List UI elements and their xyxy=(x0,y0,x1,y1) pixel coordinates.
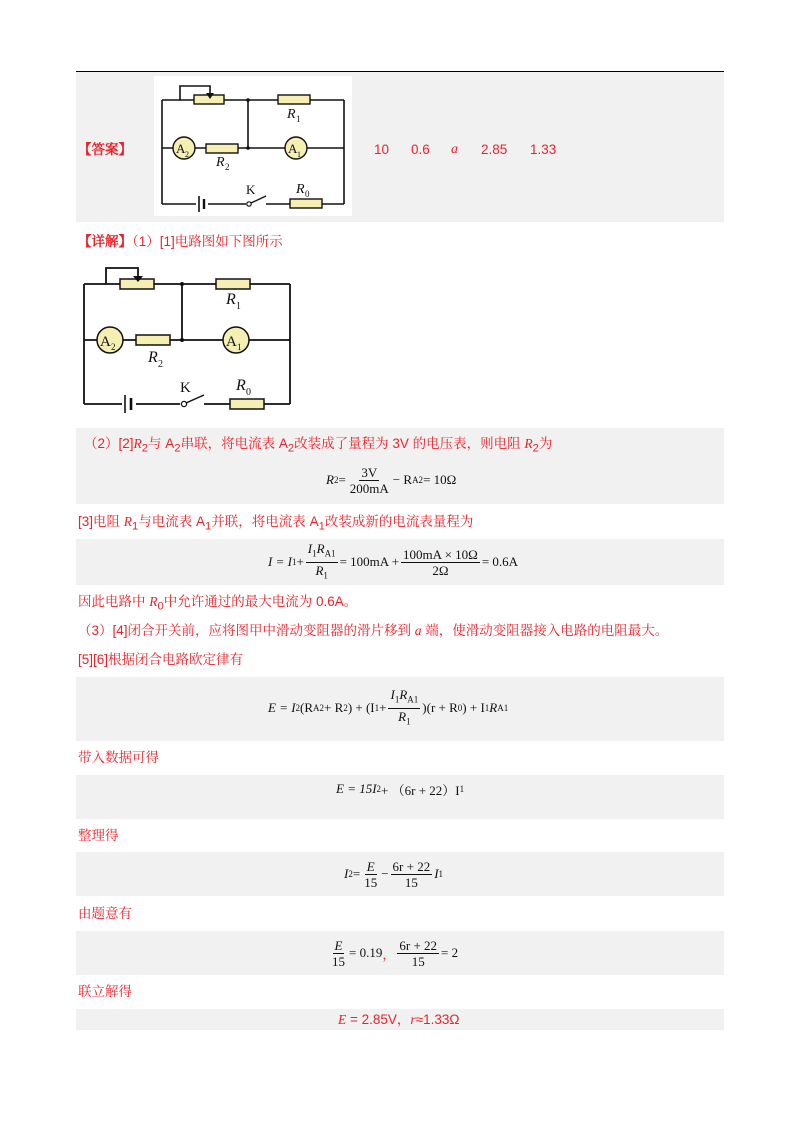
svg-text:1: 1 xyxy=(296,114,301,124)
equation-ohm: E = I 2 (R A2 + R 2 ) + (I 1 + $\frac{I_1R_{A1}}{R_1}$ )(r + R 0 ) + I 1 R A1 xyxy=(268,686,509,727)
equation-r2: R 2 = $\frac{3V}{200mA}$ − R A2 = 10Ω xyxy=(326,464,457,496)
ammeter-a1-label: A xyxy=(226,334,237,350)
detail-line-6: [5][6]根据闭合电路欧定律有 xyxy=(78,652,244,667)
ammeter-a1-label: A xyxy=(288,141,298,156)
detail-line-8: 整理得 xyxy=(78,828,119,843)
r1-label: R xyxy=(226,291,236,308)
equation-conditions: $\frac{E}{15}$ = 0.19 ， $\frac{6r + 22}{15}$ = 2 xyxy=(332,937,459,969)
equation-substituted: E = 15I 2 + （6r + 22）I 1 xyxy=(336,781,465,798)
r2-label: R xyxy=(148,349,158,366)
detail-line-4: 因此电路中 $R_0$中允许通过的最大电流为 0.6A。 xyxy=(78,594,358,613)
answer-value-4: 2.85 xyxy=(481,142,508,157)
answer-label: 【答案】 xyxy=(78,142,132,157)
r0-label: R xyxy=(296,182,305,197)
equation-current: I = I 1 + $\frac{I_1R_{A1}}{R_1}$ = 100mA + $\frac{100mA \times 10\Omega}{2\Omega}$ = 0.6A xyxy=(268,540,519,581)
answer-value-2: 0.6 xyxy=(411,142,430,157)
detail-line-9: 由题意有 xyxy=(78,906,132,921)
answer-value-1: 10 xyxy=(374,142,390,157)
svg-text:2: 2 xyxy=(185,150,189,159)
r2-label: R xyxy=(216,155,225,170)
svg-text:2: 2 xyxy=(225,162,230,172)
svg-text:2: 2 xyxy=(158,359,163,370)
answer-value-5: 1.33 xyxy=(530,142,557,157)
r0-label: R xyxy=(236,377,246,394)
detail-line-7: 带入数据可得 xyxy=(78,750,159,765)
detail-line-5: （3）[4]闭合开关前，应将图甲中滑动变阻器的滑片移到 a 端，使滑动变阻器接入电路的电阻最大。 xyxy=(78,623,669,638)
answer-circuit-diagram xyxy=(154,76,352,216)
answer-value-3: a xyxy=(451,142,458,157)
svg-text:1: 1 xyxy=(237,342,242,352)
svg-text:1: 1 xyxy=(236,301,241,312)
ammeter-a2-label: A xyxy=(100,334,111,350)
detail-line-2: $(2)[2]R_2$与 $A_2$串联，将电流表 $A_2$改装成了量程为 3V 的电压表，则电阻 $R_2$为 xyxy=(84,436,553,455)
ammeter-a2-label: A xyxy=(176,141,186,156)
r1-label: R xyxy=(287,107,296,122)
equation-rearranged: I 2 = $\frac{E}{15}$ − $\frac{6r + 22}{15}$ I 1 xyxy=(344,858,444,890)
switch-k-label: K xyxy=(180,380,191,396)
final-result: E = 2.85V，r≈1.33Ω xyxy=(338,1012,460,1027)
detail-line-1: 【详解】（1）[1]电路图如下图所示 xyxy=(78,234,283,249)
detail-circuit-diagram xyxy=(76,258,298,416)
detail-line-10: 联立解得 xyxy=(78,984,132,999)
svg-text:0: 0 xyxy=(246,387,251,398)
svg-text:0: 0 xyxy=(305,189,310,199)
svg-text:1: 1 xyxy=(297,150,301,159)
switch-k-label: K xyxy=(246,182,256,197)
detail-line-3: [3]电阻 $R_1$与电流表 $A_1$并联，将电流表 $A_1$改装成新的电流表量程为 xyxy=(78,514,474,533)
svg-text:2: 2 xyxy=(111,342,116,352)
